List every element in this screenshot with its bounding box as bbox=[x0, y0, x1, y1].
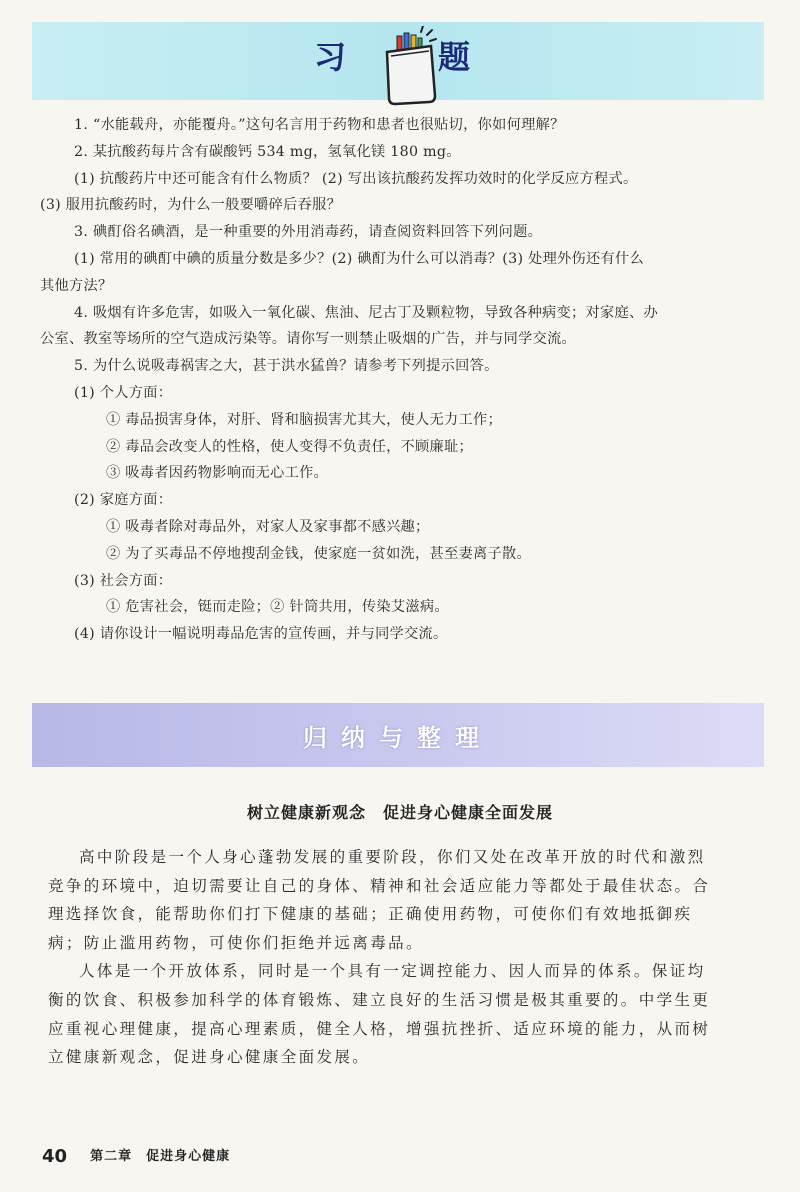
exercises-title-right: 题 bbox=[438, 38, 471, 76]
summary-title: 归纳与整理 bbox=[303, 724, 493, 752]
exercise-line: ② 为了买毒品不停地搜刮金钱，使家庭一贫如洗，甚至妻离子散。 bbox=[106, 545, 531, 562]
exercise-line: ① 吸毒者除对毒品外，对家人及家事都不感兴趣； bbox=[106, 518, 430, 535]
exercises-title-left: 习 bbox=[314, 38, 347, 76]
exercise-line: (3) 服用抗酸药时，为什么一般要嚼碎后吞服？ bbox=[40, 197, 342, 214]
exercise-line: (1) 常用的碘酊中碘的质量分数是多少？(2) 碘酊为什么可以消毒？(3) 处理外伤还有什么 bbox=[74, 250, 644, 267]
exercise-line: 公室、教室等场所的空气造成污染等。请你写一则禁止吸烟的广告，并与同学交流。 bbox=[40, 331, 577, 348]
summary-line: 衡的饮食、积极参加科学的体育锻炼、建立良好的生活习惯是极其重要的。中学生更 bbox=[48, 990, 711, 1009]
exercise-line: ② 毒品会改变人的性格，使人变得不负责任，不顾廉耻； bbox=[106, 438, 473, 455]
chapter-title: 第二章 促进身心健康 bbox=[90, 1149, 231, 1164]
summary-heading: 树立健康新观念 促进身心健康全面发展 bbox=[246, 803, 553, 822]
summary-line: 高中阶段是一个人身心蓬勃发展的重要阶段，你们又处在改革开放的时代和激烈 bbox=[79, 848, 706, 866]
summary-line: 病；防止滥用药物，可使你们拒绝并远离毒品。 bbox=[48, 933, 424, 952]
exercise-line: (1) 抗酸药片中还可能含有什么物质？ (2) 写出该抗酸药发挥功效时的化学反应方程式。 bbox=[74, 170, 638, 187]
exercise-line: 3. 碘酊俗名碘酒，是一种重要的外用消毒药，请查阅资料回答下列问题。 bbox=[74, 224, 543, 241]
summary-banner bbox=[32, 703, 764, 767]
exercise-line: ① 毒品损害身体，对肝、肾和脑损害尤其大，使人无力工作； bbox=[106, 411, 502, 428]
exercise-list bbox=[40, 112, 760, 648]
exercises-banner bbox=[32, 22, 764, 100]
summary-body bbox=[48, 843, 756, 1072]
summary-line: 人体是一个开放体系，同时是一个具有一定调控能力、因人而异的体系。保证均 bbox=[79, 962, 706, 981]
summary-line: 理选择饮食，能帮助你们打下健康的基础；正确使用药物，可使你们有效地抵御疾 bbox=[48, 905, 693, 924]
pencil-holder-icon bbox=[375, 26, 445, 108]
exercise-line: ① 危害社会，铤而走险；② 针筒共用，传染艾滋病。 bbox=[106, 599, 449, 616]
exercise-line: (2) 家庭方面： bbox=[74, 492, 173, 509]
page-number: 40 bbox=[42, 1146, 68, 1167]
exercise-line: 1. “水能载舟，亦能覆舟。”这句名言用于药物和患者也很贴切，你如何理解？ bbox=[74, 117, 565, 133]
exercise-line: (4) 请你设计一幅说明毒品危害的宣传画，并与同学交流。 bbox=[74, 626, 448, 643]
exercise-line: ③ 吸毒者因药物影响而无心工作。 bbox=[106, 465, 329, 482]
exercise-line: 4. 吸烟有许多危害，如吸入一氧化碳、焦油、尼古丁及颗粒物，导致各种病变；对家庭、办 bbox=[74, 304, 658, 321]
exercise-line: (3) 社会方面： bbox=[74, 572, 173, 589]
exercise-line: 其他方法？ bbox=[40, 277, 113, 294]
exercise-line: 2. 某抗酸药每片含有碳酸钙 534 mg，氢氧化镁 180 mg。 bbox=[74, 143, 461, 160]
summary-line: 应重视心理健康，提高心理素质，健全人格，增强抗挫折、适应环境的能力，从而树 bbox=[48, 1019, 711, 1038]
page-footer bbox=[42, 1146, 230, 1167]
summary-line: 立健康新观念，促进身心健康全面发展。 bbox=[48, 1048, 371, 1067]
exercise-line: (1) 个人方面： bbox=[74, 384, 173, 401]
summary-line: 竞争的环境中，迫切需要让自己的身体、精神和社会适应能力等都处于最佳状态。合 bbox=[48, 876, 711, 895]
exercise-line: 5. 为什么说吸毒祸害之大，甚于洪水猛兽？请参考下列提示回答。 bbox=[74, 358, 499, 375]
